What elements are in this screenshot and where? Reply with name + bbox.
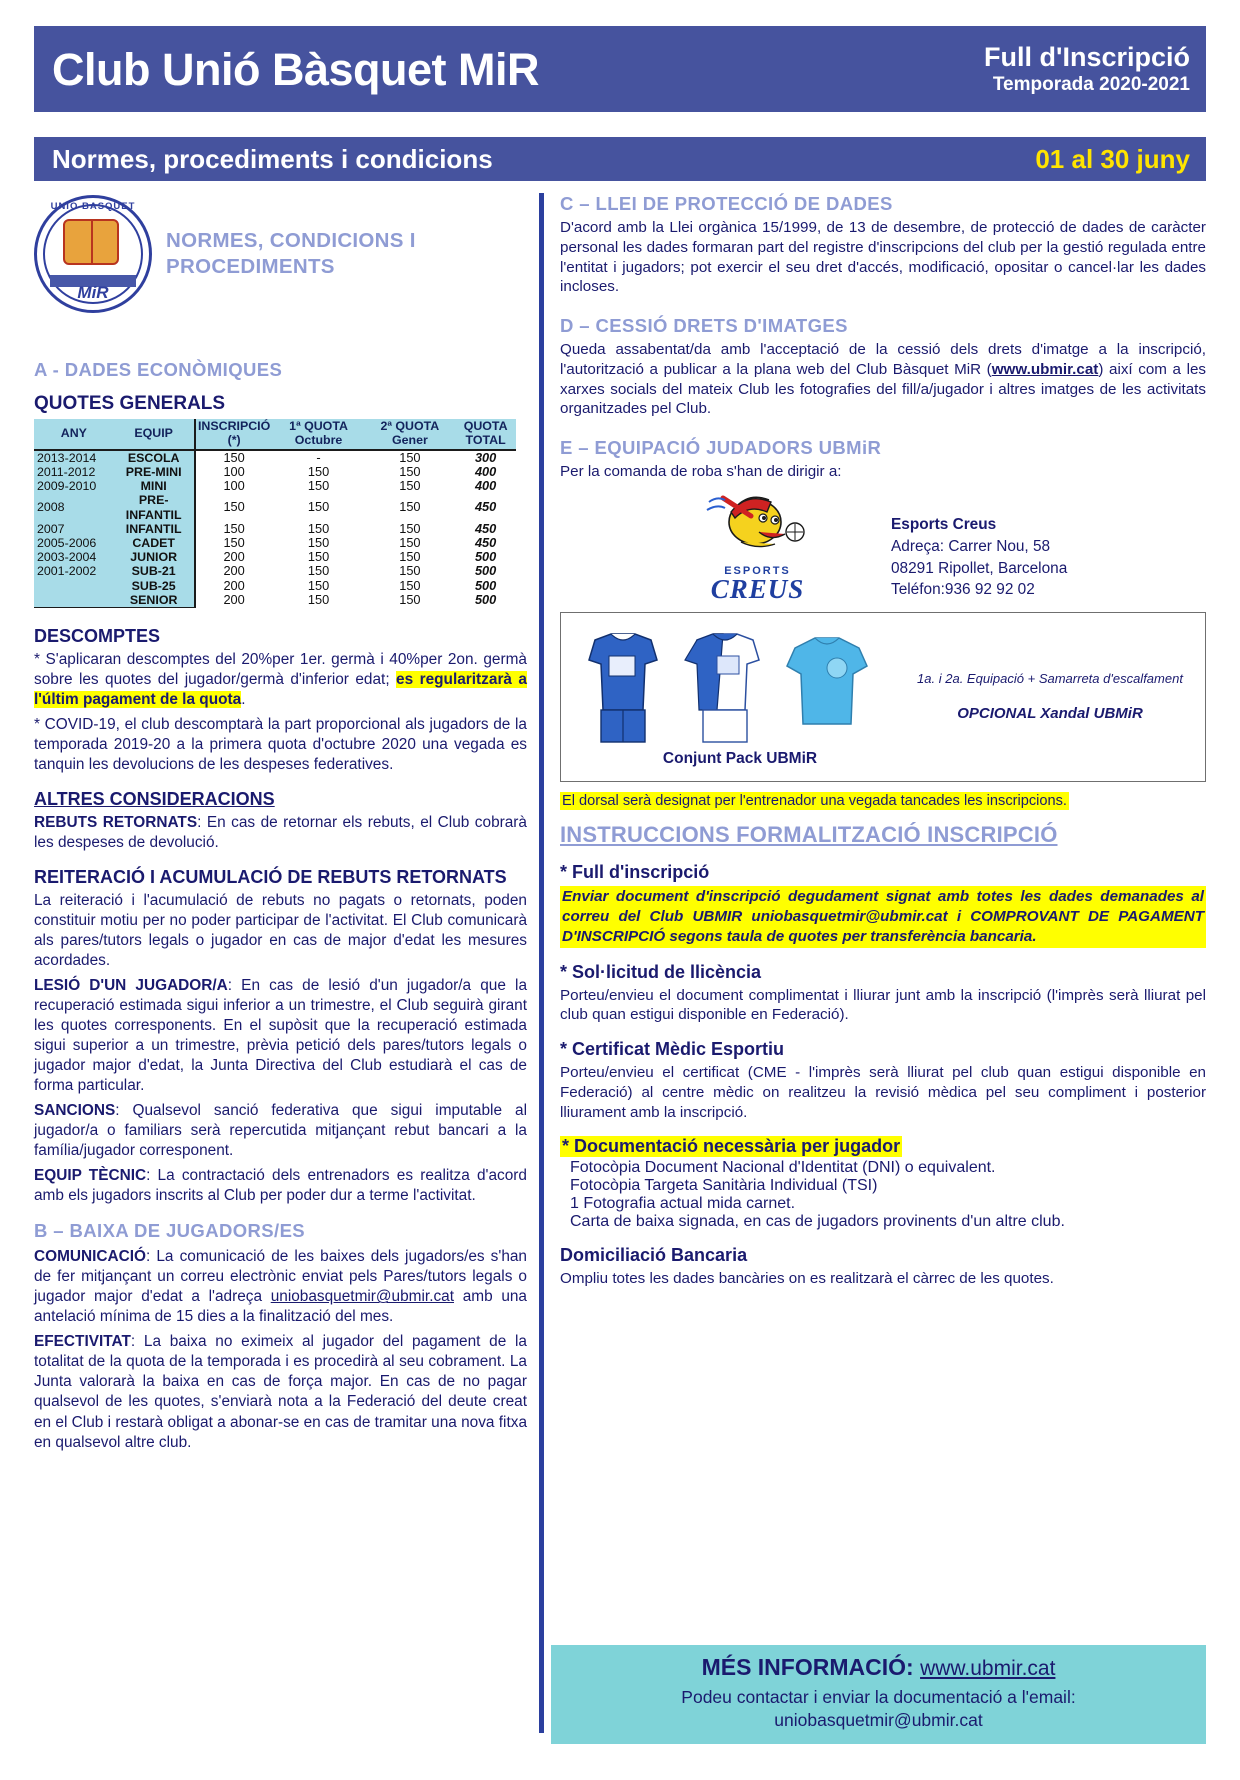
th-total-l2: TOTAL: [465, 432, 506, 447]
table-row: [34, 465, 516, 479]
cell-inscripcio: 150: [195, 493, 273, 521]
subheader-band: [34, 137, 1206, 181]
rebuts-retornats-text: : En cas de retornar els rebuts, el Club cobrarà les despeses de devolució.: [34, 814, 527, 852]
cell-total: 500: [474, 563, 497, 579]
kit-images-group: [575, 626, 905, 768]
table-row: [34, 564, 516, 578]
efectivitat-label: EFECTIVITAT: [34, 1333, 131, 1351]
cell-quota2: 150: [399, 449, 421, 465]
content-columns: [34, 193, 1206, 1733]
cell-inscripcio: 100: [195, 479, 273, 493]
lesio-text: : En cas de lesió d'un jugador/a que la recuperació estimada sigui inferior a un trimestre, el Club seguirà girant les quotes corresponents. En el supòsit que la recuperació estimada sigui superior a un trimestre, prèvia petició dels pares/tutors legals o jugador major d'edat, la Junta Directiva del Club estudiarà el cas de forma particular.: [34, 977, 528, 1095]
esports-creus-logo-icon: [650, 488, 865, 603]
th-total-l1: QUOTA: [463, 419, 508, 433]
cell-equip: SENIOR: [114, 593, 195, 608]
cell-total: 450: [474, 535, 497, 550]
club-logo-icon: [34, 195, 152, 313]
cell-total: 400: [474, 478, 497, 494]
kit-tshirt-lightblue-icon: [779, 626, 875, 746]
cell-any: 2013-2014: [34, 450, 114, 465]
cell-quota1: 150: [307, 463, 330, 479]
document-header: [34, 26, 1206, 112]
cell-any: [34, 593, 114, 608]
comunicacio-text-b: amb una antelació mínima de 15 dies a la finalització del mes.: [34, 1288, 527, 1326]
th-any: ANY: [34, 419, 114, 450]
comunicacio-email-link[interactable]: uniobasquetmir@ubmir.cat: [270, 1288, 454, 1306]
cell-any: 2005-2006: [34, 536, 114, 550]
cell-inscripcio: 200: [195, 564, 273, 578]
section-a-heading: A - DADES ECONÒMIQUES: [34, 359, 283, 380]
cell-inscripcio: 100: [195, 465, 273, 479]
contact-email[interactable]: uniobasquetmir@ubmir.cat: [774, 1710, 983, 1730]
cell-inscripcio: 150: [195, 522, 273, 536]
cell-quota1: 150: [307, 478, 330, 494]
descomptes-p1-a: * S'aplicaran descomptes del 20%per 1er. germà i 40%per 2on. germà sobre les quotes del jugador/germà d'inferior edat;: [34, 651, 527, 689]
section-e-heading: E – EQUIPACIÓ JUDADORS UBMiR: [560, 437, 882, 458]
contact-line: Podeu contactar i enviar la documentació a l'email:: [681, 1687, 1076, 1707]
equip-tecnic-paragraph: [34, 1166, 527, 1206]
section-d-text-b: ) així com a les xarxes socials del mateix Club les fotografies del fill/a/jugador i altres imatges de les activitats organitzades pel Club.: [560, 360, 1206, 418]
cell-quota1: 150: [307, 563, 330, 579]
table-row: [34, 493, 516, 521]
cell-any: 2007: [34, 522, 114, 536]
club-name: Club Unió Bàsquet MiR: [52, 43, 539, 95]
kit-jersey-white-icon: [677, 626, 773, 746]
left-column: [34, 193, 539, 1733]
list-item: Fotocòpia Targeta Sanitària Individual (TSI): [570, 1177, 878, 1195]
documentacio-heading: * Documentació necessària per jugador: [562, 1136, 901, 1157]
cell-equip: SUB-21: [114, 564, 195, 578]
cell-equip: ESCOLA: [114, 450, 195, 465]
cell-equip: PRE-MINI: [114, 465, 195, 479]
logo-block: [34, 195, 527, 313]
domiciliacio-text: Ompliu totes les dades bancàries on es realitzarà el càrrec de les quotes.: [560, 1270, 1054, 1288]
rebuts-retornats-paragraph: [34, 813, 527, 853]
more-info-line: [559, 1654, 1198, 1681]
cell-quota2: 150: [399, 520, 421, 536]
cell-total: 450: [474, 520, 497, 536]
descomptes-p1-highlight: es regularitzarà a l'últim pagament de la quota: [34, 671, 527, 709]
cell-inscripcio: 150: [195, 450, 273, 465]
cell-quota2: 150: [399, 563, 421, 579]
cell-inscripcio: 200: [195, 593, 273, 608]
descomptes-heading: DESCOMPTES: [34, 626, 161, 647]
cell-quota1: -: [316, 449, 321, 465]
document-title: Full d'Inscripció: [984, 42, 1190, 73]
cell-quota2: 150: [399, 535, 421, 550]
full-inscripcio-heading: * Full d'inscripció: [560, 862, 710, 883]
cell-equip: SUB-25: [114, 579, 195, 593]
cell-any: 2003-2004: [34, 550, 114, 564]
instructions-heading: INSTRUCCIONS FORMALITZACIÓ INSCRIPCIÓ: [560, 822, 1058, 848]
supplier-city: 08291 Ripollet, Barcelona: [891, 559, 1068, 577]
cell-inscripcio: 200: [195, 550, 273, 564]
more-info-label: MÉS INFORMACIÓ:: [701, 1654, 914, 1680]
table-row: [34, 550, 516, 564]
cell-any: 2011-2012: [34, 465, 114, 479]
right-column: [554, 193, 1206, 1733]
list-item: Carta de baixa signada, en cas de jugadors provinents d'un altre club.: [570, 1213, 1065, 1231]
th-inscripcio: [195, 419, 273, 450]
kit-note-1: 1a. i 2a. Equipació + Samarreta d'escalfament: [917, 671, 1183, 687]
efectivitat-paragraph: [34, 1332, 527, 1452]
section-b-heading: B – BAIXA DE JUGADORS/ES: [34, 1220, 306, 1242]
descomptes-paragraph-1: [34, 650, 527, 710]
equip-tecnic-text: : La contractació dels entrenadors es realitza d'acord amb els jugadors inscrits al Club per poder dur a terme l'activitat.: [34, 1167, 527, 1205]
cell-total: 500: [474, 592, 497, 608]
th-quota2-l2: Gener: [391, 432, 428, 447]
header-right: [984, 42, 1190, 96]
documentacio-list: [560, 1159, 1206, 1231]
sancions-label: SANCIONS: [34, 1102, 116, 1120]
comunicacio-paragraph: [34, 1247, 527, 1327]
cell-total: 500: [474, 577, 497, 593]
altres-consideracions-heading: ALTRES CONSIDERACIONS: [34, 789, 275, 810]
supplier-street: Adreça: Carrer Nou, 58: [891, 537, 1051, 555]
lesio-paragraph: [34, 976, 527, 1096]
kit-caption: Conjunt Pack UBMiR: [662, 750, 818, 768]
th-equip: EQUIP: [114, 419, 195, 450]
section-c-heading: C – LLEI DE PROTECCIÓ DE DADES: [560, 193, 893, 214]
mascot-icon: [683, 488, 833, 560]
comunicacio-label: COMUNICACIÓ: [34, 1248, 147, 1266]
kit-image-box: [560, 612, 1206, 782]
list-item: Fotocòpia Document Nacional d'Identitat (DNI) o equivalent.: [570, 1159, 996, 1177]
more-info-footer: [551, 1645, 1206, 1744]
cell-total: 400: [474, 463, 497, 479]
kit-jersey-blue-icon: [575, 626, 671, 746]
th-quota2-l1: 2ª QUOTA: [380, 419, 440, 433]
certificat-heading: * Certificat Mèdic Esportiu: [560, 1039, 785, 1060]
lesio-label: LESIÓ D'UN JUGADOR/A: [34, 977, 228, 995]
llicencia-heading: * Sol·licitud de llicència: [560, 961, 762, 982]
domiciliacio-heading: Domiciliació Bancaria: [560, 1245, 748, 1266]
registration-form-page: [0, 26, 1240, 1780]
th-quota1: [273, 419, 365, 450]
list-item: 1 Fotografia actual mida carnet.: [570, 1195, 796, 1213]
column-divider: [539, 193, 544, 1733]
cell-quota1: 150: [307, 520, 330, 536]
table-row: [34, 593, 516, 608]
supplier-block: [560, 488, 1206, 603]
cell-quota2: 150: [399, 549, 421, 565]
dorsal-note: El dorsal serà designat per l'entrenador una vegada tancades les inscripcions.: [562, 793, 1067, 810]
efectivitat-text: : La baixa no eximeix al jugador del pagament de la totalitat de la quota de la temporada i es procedirà al seu cobrament. La Junta valorarà la baixa en cas de força major. En cas de no pagar qualsevol de les quotes, s'enviarà nota a la Federació del deute creat en el Club i restarà obligat a abonar-se en cas de tramitar una nova fitxa en qualsevol altre club.: [34, 1333, 527, 1451]
cell-quota1: 150: [307, 577, 330, 593]
subheader-title: Normes, procediments i condicions: [52, 143, 493, 174]
cell-quota1: 150: [307, 535, 330, 550]
esports-word: ESPORTS: [724, 564, 791, 577]
quotes-table-body: [34, 450, 516, 608]
table-row: [34, 479, 516, 493]
table-row: [34, 536, 516, 550]
intro-title: NORMES, CONDICIONS I PROCEDIMENTS: [166, 229, 416, 278]
cell-equip: CADET: [114, 536, 195, 550]
section-e-lead: Per la comanda de roba s'han de dirigir a:: [560, 463, 842, 480]
th-total: [455, 419, 516, 450]
section-d-text-a: Queda assabentat/da amb l'acceptació de la cessió dels drets d'imatge a la inscripció, l'autorització a publicar a la plana web del Club Bàsquet MiR (: [560, 341, 1206, 378]
quotes-heading: QUOTES GENERALS: [34, 393, 226, 414]
cell-any: 2009-2010: [34, 479, 114, 493]
table-row: [34, 579, 516, 593]
supplier-phone: Teléfon:936 92 92 02: [891, 581, 1035, 599]
th-quota1-l1: 1ª QUOTA: [289, 419, 348, 433]
section-d-heading: D – CESSIÓ DRETS D'IMATGES: [560, 315, 848, 336]
logo-top-text: UNIO BASQUET: [50, 201, 136, 212]
supplier-name: Esports Creus: [891, 515, 997, 533]
table-row: [34, 450, 516, 465]
rebuts-retornats-label: REBUTS RETORNATS: [34, 814, 198, 832]
creus-word: CREUS: [710, 573, 805, 604]
more-info-website-link[interactable]: www.ubmir.cat: [920, 1657, 1056, 1680]
cell-total: 450: [474, 499, 497, 515]
cell-total: 500: [474, 549, 497, 565]
cell-quota1: 150: [307, 499, 330, 515]
comunicacio-text-a: : La comunicació de les baixes dels jugadors/es s'han de fer mitjançant un correu electrònic enviat pels Pares/tutors legals o jugador major d'edat a l'adreça: [34, 1248, 527, 1306]
cell-inscripcio: 200: [195, 579, 273, 593]
cell-quota2: 150: [399, 478, 421, 494]
cell-any: 2001-2002: [34, 564, 114, 578]
cell-quota2: 150: [399, 499, 421, 515]
cell-equip: INFANTIL: [114, 522, 195, 536]
th-inscripcio-l1: INSCRIPCIÓ: [197, 419, 271, 433]
quotes-table: [34, 419, 516, 608]
llicencia-text: Porteu/envieu el document complimentat i lliurar junt amb la inscripció (l'imprès serà lliurat pel club quan estigui disponible en Federació).: [560, 986, 1206, 1024]
cell-quota1: 150: [307, 592, 330, 608]
cell-any: 2008: [34, 493, 114, 521]
supplier-address: [891, 514, 1067, 602]
cell-equip: PRE-INFANTIL: [114, 493, 195, 521]
sancions-text: : Qualsevol sanció federativa que sigui imputable al jugador/a o familiars serà repercutida mitjançant rebut bancari a la família/jugador corresponent.: [34, 1102, 527, 1160]
reiteracio-paragraph: La reiteració i l'acumulació de rebuts no pagats o retornats, poden constituir motiu per no poder participar de l'activitat. El Club comunicarà als pares/tutors legals o jugador en cas de major d'edat les mesures acordades.: [34, 892, 527, 970]
cell-quota2: 150: [399, 592, 421, 608]
th-inscripcio-l2: (*): [227, 432, 241, 447]
cell-any: [34, 579, 114, 593]
cell-equip: JUNIOR: [114, 550, 195, 564]
descomptes-p1-b: .: [241, 691, 246, 709]
registration-dates: 01 al 30 juny: [1035, 143, 1190, 174]
th-quota1-l2: Octubre: [294, 432, 343, 447]
kit-notes: [905, 670, 1195, 724]
full-inscripcio-text: Enviar document d'inscripció degudament signat amb totes les dades demanades al correu del Club UBMIR uniobasquetmir@ubmir.cat i COMPROVANT DE PAGAMENT D'INSCRIPCIÓ segons taula de quotes per transferència bancaria.: [560, 886, 1206, 947]
cell-quota1: 150: [307, 549, 330, 565]
section-c-paragraph: D'acord amb la Llei orgànica 15/1999, de 13 de desembre, de protecció de dades de caràcter personal les dades formaran part del registre d'inscripcions del club per la gestió regulada entre l'entitat i jugadors; pot exercir el seu dret d'accés, modificació, opositar o cancel·lar les dades incloses.: [560, 219, 1206, 296]
kit-images: [575, 626, 905, 746]
logo-bottom-text: MiR: [77, 283, 109, 302]
cell-equip: MINI: [114, 479, 195, 493]
equip-tecnic-label: EQUIP TÈCNIC: [34, 1167, 147, 1185]
ubmir-web-link[interactable]: www.ubmir.cat: [991, 360, 1099, 378]
descomptes-paragraph-2: * COVID-19, el club descomptarà la part proporcional als jugadors de la temporada 2019-20 a la primera quota d'octubre 2020 una vegada es tanquin les devolucions de les despeses federatives.: [34, 716, 527, 774]
cell-quota2: 150: [399, 577, 421, 593]
cell-inscripcio: 150: [195, 536, 273, 550]
th-quota2: [365, 419, 456, 450]
certificat-text: Porteu/envieu el certificat (CME - l'imprès serà lliurat pel club quan estigui disponible en Federació) al centre mèdic on realitzeu la revisió mèdica pel seu compliment i posterior lliurament amb la inscripció.: [560, 1064, 1206, 1121]
table-row: [34, 522, 516, 536]
season-label: Temporada 2020-2021: [992, 74, 1190, 96]
reiteracio-heading: REITERACIÓ I ACUMULACIÓ DE REBUTS RETORNATS: [34, 867, 507, 888]
cell-total: 300: [474, 449, 497, 465]
sancions-paragraph: [34, 1101, 527, 1161]
kit-note-2: OPCIONAL Xandal UBMiR: [957, 705, 1143, 723]
section-d-paragraph: [560, 340, 1206, 419]
cell-quota2: 150: [399, 463, 421, 479]
